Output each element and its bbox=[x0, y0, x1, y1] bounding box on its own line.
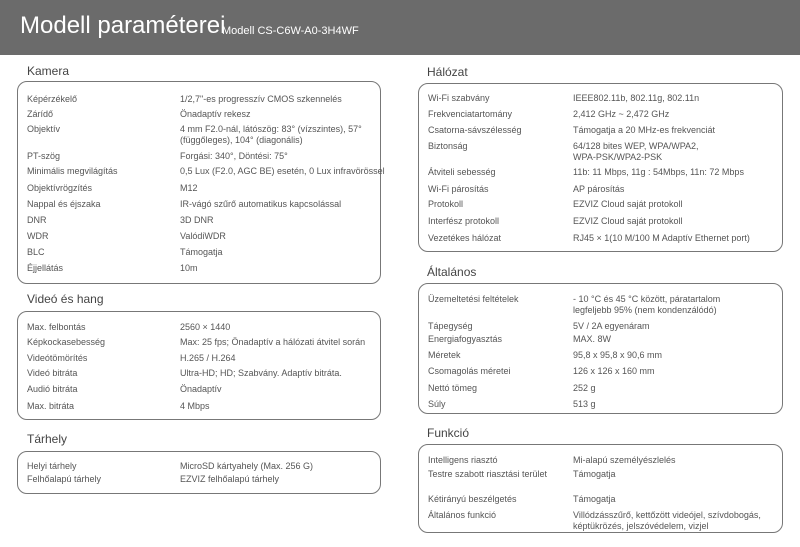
spec-label: Csomagolás méretei bbox=[428, 366, 511, 376]
spec-value: Mi-alapú személyészlelés bbox=[573, 455, 676, 465]
spec-label: Protokoll bbox=[428, 199, 464, 209]
spec-value: Forgási: 340°, Döntési: 75° bbox=[180, 151, 288, 161]
spec-value: 5V / 2A egyenáram bbox=[573, 321, 650, 331]
spec-value: Önadaptív bbox=[180, 384, 222, 394]
spec-label: WDR bbox=[27, 231, 49, 241]
section-title-tarhely: Tárhely bbox=[27, 432, 68, 446]
spec-value: 1/2,7"-es progresszív CMOS szkennelés bbox=[180, 94, 342, 104]
spec-label: Nettó tömeg bbox=[428, 383, 478, 393]
section-box-funkcio bbox=[418, 444, 783, 533]
spec-value: 95,8 x 95,8 x 90,6 mm bbox=[573, 350, 663, 360]
spec-value: 64/128 bites WEP, WPA/WPA2, WPA-PSK/WPA2-PSK bbox=[573, 141, 699, 162]
spec-value: - 10 °C és 45 °C között, páratartalom legfeljebb 95% (nem kondenzálódó) bbox=[573, 294, 721, 315]
spec-label: Wi-Fi párosítás bbox=[428, 184, 489, 194]
spec-label: DNR bbox=[27, 215, 47, 225]
spec-value: Támogatja bbox=[573, 469, 616, 479]
spec-value: EZVIZ Cloud saját protokoll bbox=[573, 216, 683, 226]
spec-label: Biztonság bbox=[428, 141, 468, 151]
spec-value: EZVIZ felhőalapú tárhely bbox=[180, 474, 280, 484]
spec-label: Objektív bbox=[27, 124, 61, 134]
spec-label: Intelligens riasztó bbox=[428, 455, 498, 465]
spec-label: Energiafogyasztás bbox=[428, 334, 503, 344]
spec-label: Max. felbontás bbox=[27, 322, 86, 332]
spec-label: Képkockasebesség bbox=[27, 337, 106, 347]
spec-label: Wi-Fi szabvány bbox=[428, 93, 490, 103]
spec-value: 0,5 Lux (F2.0, AGC BE) esetén, 0 Lux infravörössel bbox=[180, 166, 385, 176]
spec-value: Támogatja bbox=[180, 247, 223, 257]
header-bar bbox=[0, 0, 800, 55]
spec-value: AP párosítás bbox=[573, 184, 625, 194]
spec-value: Max: 25 fps; Önadaptív a hálózati átvitel során bbox=[180, 337, 366, 347]
spec-value: 3D DNR bbox=[180, 215, 214, 225]
spec-value: IR-vágó szűrő automatikus kapcsolással bbox=[180, 199, 342, 209]
spec-value: Támogatja bbox=[573, 494, 616, 504]
spec-label: Objektívrögzítés bbox=[27, 183, 93, 193]
spec-value: 10m bbox=[180, 263, 198, 273]
spec-value: M12 bbox=[180, 183, 198, 193]
section-title-kamera: Kamera bbox=[27, 64, 70, 78]
spec-label: Minimális megvilágítás bbox=[27, 166, 118, 176]
spec-value: 252 g bbox=[573, 383, 596, 393]
spec-value: H.265 / H.264 bbox=[180, 353, 236, 363]
spec-value: 4 mm F2.0-nál, látószög: 83° (vízszintes), 57° (függőleges), 104° (diagonális) bbox=[180, 124, 362, 145]
spec-label: Tápegység bbox=[428, 321, 473, 331]
spec-value: 513 g bbox=[573, 399, 596, 409]
spec-label: Videó bitráta bbox=[27, 368, 78, 378]
section-box-halozat bbox=[418, 83, 783, 252]
section-title-altalanos: Általános bbox=[427, 265, 477, 279]
spec-label: Interfész protokoll bbox=[428, 216, 500, 226]
page-title: Modell paraméterei bbox=[20, 12, 226, 39]
spec-label: PT-szög bbox=[27, 151, 61, 161]
spec-value: MAX. 8W bbox=[573, 334, 612, 344]
spec-label: Max. bitráta bbox=[27, 401, 75, 411]
spec-value: 126 x 126 x 160 mm bbox=[573, 366, 655, 376]
spec-value: IEEE802.11b, 802.11g, 802.11n bbox=[573, 93, 700, 103]
section-title-funkcio: Funkció bbox=[427, 426, 470, 440]
spec-label: Nappal és éjszaka bbox=[27, 199, 101, 209]
spec-value: MicroSD kártyahely (Max. 256 G) bbox=[180, 461, 314, 471]
spec-label: Súly bbox=[428, 399, 446, 409]
spec-label: Képérzékelő bbox=[27, 94, 78, 104]
spec-value: ValódiWDR bbox=[180, 231, 226, 241]
spec-value: EZVIZ Cloud saját protokoll bbox=[573, 199, 683, 209]
spec-value: Önadaptív rekesz bbox=[180, 109, 251, 119]
spec-label: Csatorna-sávszélesség bbox=[428, 125, 522, 135]
spec-label: Átviteli sebesség bbox=[428, 167, 496, 177]
model-number: Modell CS-C6W-A0-3H4WF bbox=[222, 25, 359, 37]
spec-label: Videótömörítés bbox=[27, 353, 88, 363]
spec-label: Audió bitráta bbox=[27, 384, 78, 394]
section-box-video bbox=[17, 311, 381, 420]
spec-label: Üzemeltetési feltételek bbox=[428, 294, 519, 304]
spec-value: 4 Mbps bbox=[180, 401, 210, 411]
spec-label: Helyi tárhely bbox=[27, 461, 77, 471]
spec-value: Villódzásszűrő, kettőzött videójel, szívdobogás, képtükrözés, jelszóvédelem, vizjel bbox=[573, 510, 761, 531]
spec-label: Frekvenciatartomány bbox=[428, 109, 513, 119]
spec-value: RJ45 × 1(10 M/100 M Adaptív Ethernet port) bbox=[573, 233, 750, 243]
spec-value: Ultra-HD; HD; Szabvány. Adaptív bitráta. bbox=[180, 368, 342, 378]
section-box-kamera bbox=[17, 81, 385, 284]
spec-label: Vezetékes hálózat bbox=[428, 233, 502, 243]
spec-label: BLC bbox=[27, 247, 45, 257]
spec-label: Testre szabott riasztási terület bbox=[428, 469, 548, 479]
spec-label: Kétirányú beszélgetés bbox=[428, 494, 517, 504]
section-box-altalanos bbox=[418, 283, 783, 414]
spec-label: Felhőalapú tárhely bbox=[27, 474, 102, 484]
spec-label: Éjjellátás bbox=[27, 263, 64, 273]
section-title-halozat: Hálózat bbox=[427, 65, 468, 79]
spec-label: Zárídő bbox=[27, 109, 54, 119]
spec-label: Méretek bbox=[428, 350, 461, 360]
section-title-video: Videó és hang bbox=[27, 292, 104, 306]
section-box-tarhely bbox=[17, 451, 381, 494]
spec-value: 2,412 GHz ~ 2,472 GHz bbox=[573, 109, 670, 119]
spec-value: 2560 × 1440 bbox=[180, 322, 231, 332]
spec-value: Támogatja a 20 MHz-es frekvenciát bbox=[573, 125, 716, 135]
spec-label: Általános funkció bbox=[428, 510, 497, 520]
spec-value: 11b: 11 Mbps, 11g : 54Mbps, 11n: 72 Mbps bbox=[573, 167, 744, 177]
